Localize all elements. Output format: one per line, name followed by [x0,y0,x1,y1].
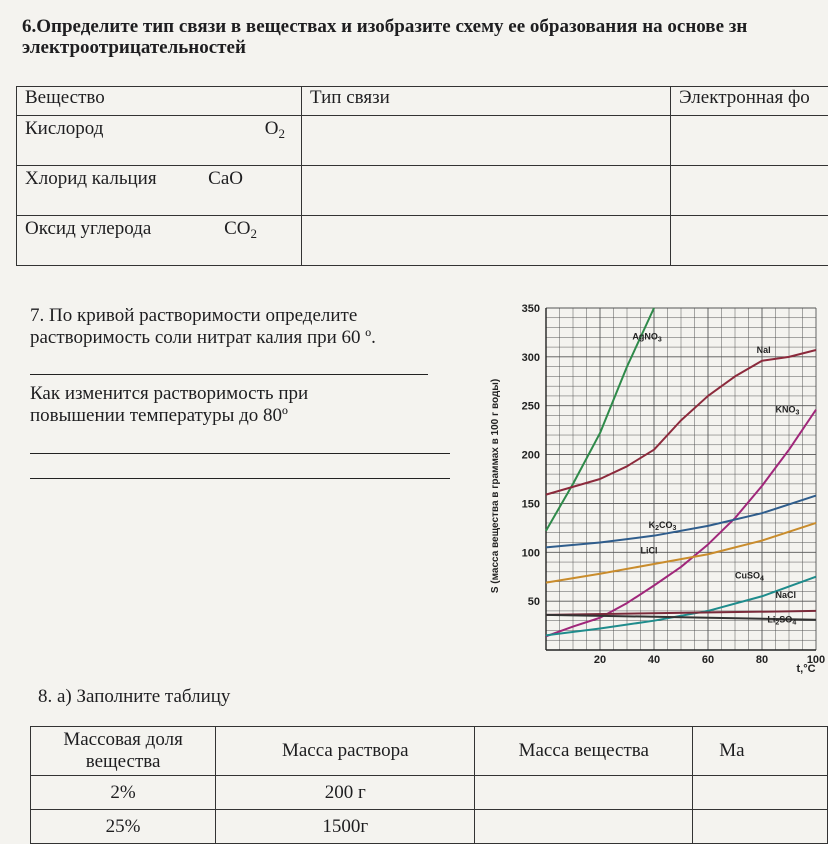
electronic-formula-cell[interactable] [671,216,828,266]
y-tick-label: 350 [522,303,540,315]
question-7-line3: Как изменится растворимость при [30,383,460,405]
substance-name: Хлорид кальция [25,168,157,192]
substance-cell [17,166,302,216]
bond-type-cell[interactable] [302,216,671,266]
question-7 [30,305,460,427]
mass-fraction-cell: 25% [31,810,216,844]
series-label: LiCl [641,545,658,555]
solution-mass-cell: 200 г [216,776,475,810]
question-6 [22,16,828,58]
y-tick-label: 150 [522,498,540,510]
substance-formula: $CO_2$ [224,218,257,242]
header-bond-type: Тип связи [302,87,671,116]
bond-type-cell[interactable] [302,166,671,216]
substance-name: Оксид углерода [25,218,151,242]
y-tick-label: 300 [522,352,540,364]
substance-cell [17,216,302,266]
x-tick-label: 60 [702,654,714,666]
series-label: NaCl [776,590,797,600]
series-label: AgNO$_3$ [632,331,662,343]
table-row [17,166,828,216]
table-row [31,810,828,844]
header-electronic-formula: Электронная фо [671,87,828,116]
series-label: $KNO_3$ [776,405,800,417]
solution-mass-cell: 1500г [216,810,475,844]
substance-mass-cell[interactable] [475,810,693,844]
extra-cell[interactable] [693,810,828,844]
mass-fraction-table [30,726,828,844]
header-substance: Вещество [17,87,302,116]
substance-cell [17,116,302,166]
bond-type-cell[interactable] [302,116,671,166]
question-7-line1: 7. По кривой растворимости определите [30,305,460,327]
header-substance-mass: Масса вещества [475,727,693,776]
y-tick-label: 250 [522,401,540,413]
substance-name: Кислород [25,118,103,142]
substance-formula: CaO [208,168,243,192]
x-tick-label: 20 [594,654,606,666]
solubility-chart [484,296,828,680]
substance-formula: $O_2$ [265,118,285,142]
series-label: CuSO$_4$ [735,571,764,583]
y-tick-label: 50 [528,596,540,608]
question-6-line1: 6.Определите тип связи в веществах и изобразите схему ее образования на основе зн [22,16,747,37]
y-axis-label: S (масса вещества в граммах в 100 г воды) [490,379,501,593]
electronic-formula-cell[interactable] [671,116,828,166]
series-label: $K_2CO_3$ [649,520,677,532]
table-header-row [17,87,828,116]
x-tick-label: 40 [648,654,660,666]
electronic-formula-cell[interactable] [671,166,828,216]
header-solution-mass: Масса раствора [216,727,475,776]
question-7-line2: растворимость соли нитрат калия при 60 º. [30,327,460,349]
y-tick-label: 100 [522,547,540,559]
table-row [17,116,828,166]
answer-line[interactable] [30,374,428,375]
extra-cell[interactable] [693,776,828,810]
substance-mass-cell[interactable] [475,776,693,810]
series-label: $Li_2SO_4$ [767,615,796,627]
x-axis-label: t,°C [796,663,815,675]
answer-line[interactable] [30,453,450,454]
x-tick-label: 80 [756,654,768,666]
table-row [17,216,828,266]
header-mass-fraction: Массовая доля вещества [31,727,216,776]
bond-type-table [16,86,828,266]
mass-fraction-cell: 2% [31,776,216,810]
header-truncated: Ма [693,727,828,776]
answer-line[interactable] [30,478,450,479]
question-7-line4: повышении температуры до 80º [30,405,460,427]
x-tick-label: 100 [807,654,825,666]
y-tick-label: 200 [522,450,540,462]
table-header-row [31,727,828,776]
question-6-line2: электроотрицательностей [22,37,828,58]
series-label: NaI [757,345,771,355]
question-8-title: 8. а) Заполните таблицу [38,686,230,708]
table-row [31,776,828,810]
